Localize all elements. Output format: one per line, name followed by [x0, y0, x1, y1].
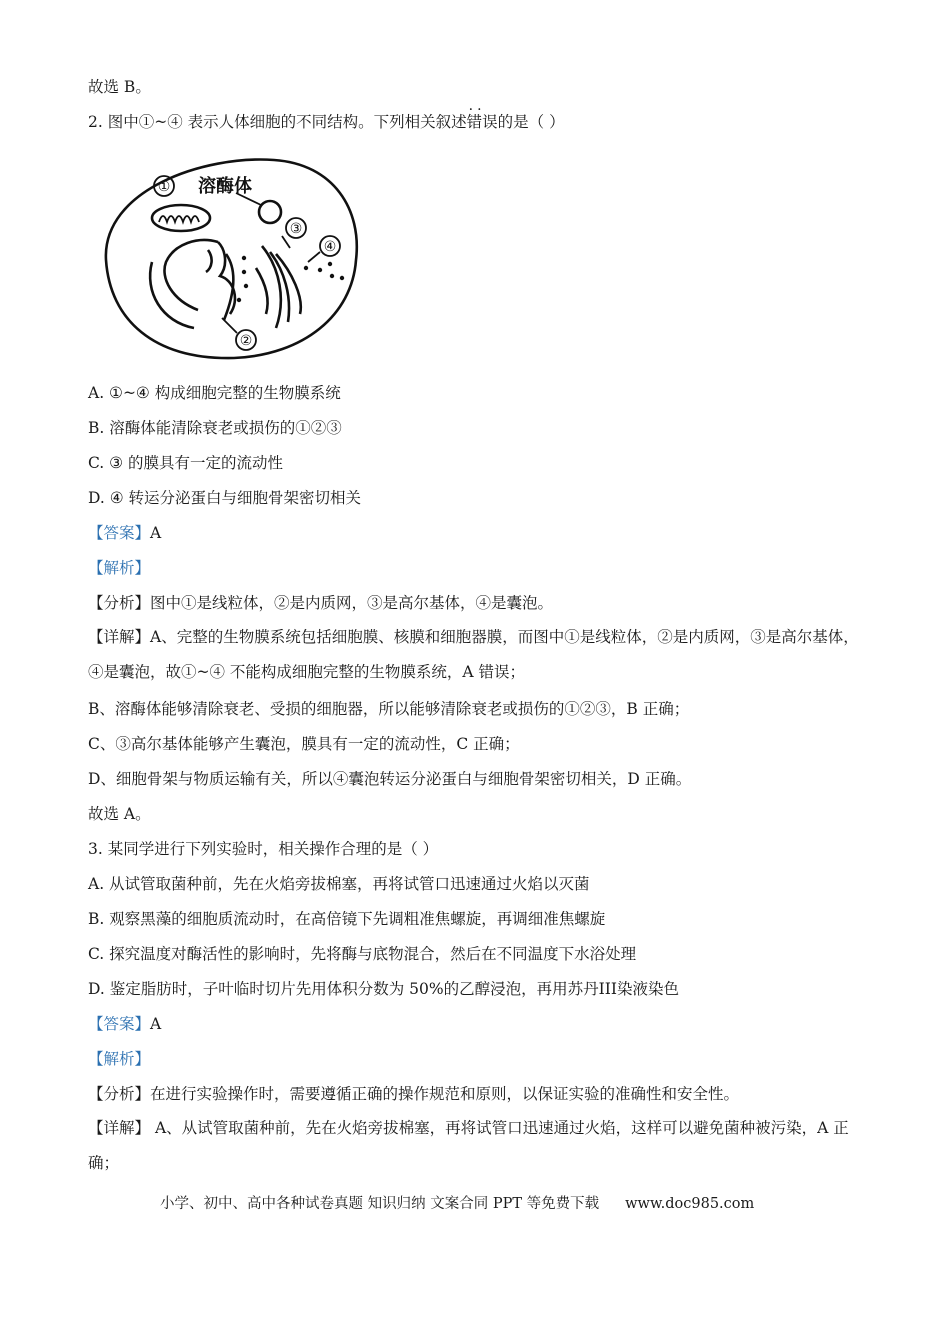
- q2-fenxi-tag: 【分析】: [88, 594, 151, 612]
- q3-option-a: A. 从试管取菌种前，先在火焰旁拔棉塞，再将试管口迅速通过火焰以灭菌: [88, 875, 590, 893]
- q2-detail-a-text: A、完整的生物膜系统包括细胞膜、核膜和细胞器膜，而图中①是线粒体，②是内质网，③是高尔基体，④是囊泡，故①~④ 不能构成细胞完整的生物膜系统，A 错误；: [88, 628, 859, 681]
- q3-option-c: C. 探究温度对酶活性的影响时，先将酶与底物混合，然后在不同温度下水浴处理: [88, 945, 637, 963]
- cell-structure-diagram: [94, 150, 364, 365]
- q2-option-d: D. ④ 转运分泌蛋白与细胞骨架密切相关: [88, 489, 362, 507]
- endoplasmic-reticulum-shape: [164, 240, 218, 310]
- q2-option-c: C. ③ 的膜具有一定的流动性: [88, 454, 283, 472]
- q3-fenxi-text: 在进行实验操作时，需要遵循正确的操作规范和原则，以保证实验的准确性和安全性。: [150, 1085, 740, 1103]
- q2-detail-tag: 【详解】: [88, 628, 151, 646]
- q2-stem-start: 2. 图中①~④ 表示人体细胞的不同结构。下列相关叙述: [88, 113, 467, 131]
- q3-answer-value: A: [150, 1015, 162, 1033]
- q3-fenxi-tag: 【分析】: [88, 1085, 151, 1103]
- q3-detail-tag: 【详解】: [88, 1119, 151, 1137]
- q2-stem-emphasis: 错误 ··: [467, 113, 498, 131]
- q2-answer-tag: 【答案】: [88, 524, 151, 542]
- q2-answer: [88, 522, 161, 544]
- q3-answer-tag: 【答案】: [88, 1015, 151, 1033]
- q3-detail-a: [88, 1111, 868, 1181]
- lysosome-shape: [259, 201, 281, 223]
- diagram-label-1: ①: [157, 179, 171, 195]
- footer-text: 小学、初中、高中各种试卷真题 知识归纳 文案合同 PPT 等免费下载: [160, 1196, 600, 1212]
- diagram-label-2: ②: [239, 333, 253, 349]
- q2-detail-d: D、细胞骨架与物质运输有关，所以④囊泡转运分泌蛋白与细胞骨架密切相关，D 正确。: [88, 770, 692, 788]
- page-footer: [160, 1192, 754, 1213]
- q2-detail-b: B、溶酶体能够清除衰老、受损的细胞器，所以能够清除衰老或损伤的①②③，B 正确；: [88, 700, 690, 718]
- q3-answer: [88, 1013, 161, 1035]
- q3-detail-a-text: A、从试管取菌种前，先在火焰旁拔棉塞，再将试管口迅速通过火焰，这样可以避免菌种被污染，A 正确；: [88, 1119, 849, 1172]
- q2-answer-value: A: [150, 524, 162, 542]
- q2-stem-end: 的是（ ）: [497, 113, 565, 131]
- q3-analysis-tag: 【解析】: [88, 1050, 151, 1068]
- q2-conclusion: 故选 A。: [88, 805, 151, 823]
- diagram-label-4: ④: [323, 239, 337, 255]
- q2-fenxi-text: 图中①是线粒体，②是内质网，③是高尔基体，④是囊泡。: [150, 594, 554, 612]
- q2-option-a: A. ①~④ 构成细胞完整的生物膜系统: [88, 384, 341, 402]
- q2-stem: [88, 111, 565, 133]
- q2-detail-c: C、③高尔基体能够产生囊泡，膜具有一定的流动性，C 正确；: [88, 735, 520, 753]
- q2-detail-a: [88, 620, 868, 690]
- diagram-label-lysosome: 溶酶体: [198, 176, 252, 197]
- diagram-label-3: ③: [289, 221, 303, 237]
- q3-fenxi: [88, 1083, 739, 1105]
- q2-fenxi: [88, 592, 553, 614]
- q3-stem: 3. 某同学进行下列实验时，相关操作合理的是（ ）: [88, 840, 439, 858]
- q3-option-d: D. 鉴定脂肪时，子叶临时切片先用体积分数为 50%的乙醇浸泡，再用苏丹III染液染色: [88, 980, 679, 998]
- q2-option-b: B. 溶酶体能清除衰老或损伤的①②③: [88, 419, 342, 437]
- q1-conclusion: 故选 B。: [88, 78, 151, 96]
- q3-option-b: B. 观察黑藻的细胞质流动时，在高倍镜下先调粗准焦螺旋，再调细准焦螺旋: [88, 910, 606, 928]
- q2-analysis-tag: 【解析】: [88, 559, 151, 577]
- footer-url[interactable]: www.doc985.com: [625, 1196, 755, 1212]
